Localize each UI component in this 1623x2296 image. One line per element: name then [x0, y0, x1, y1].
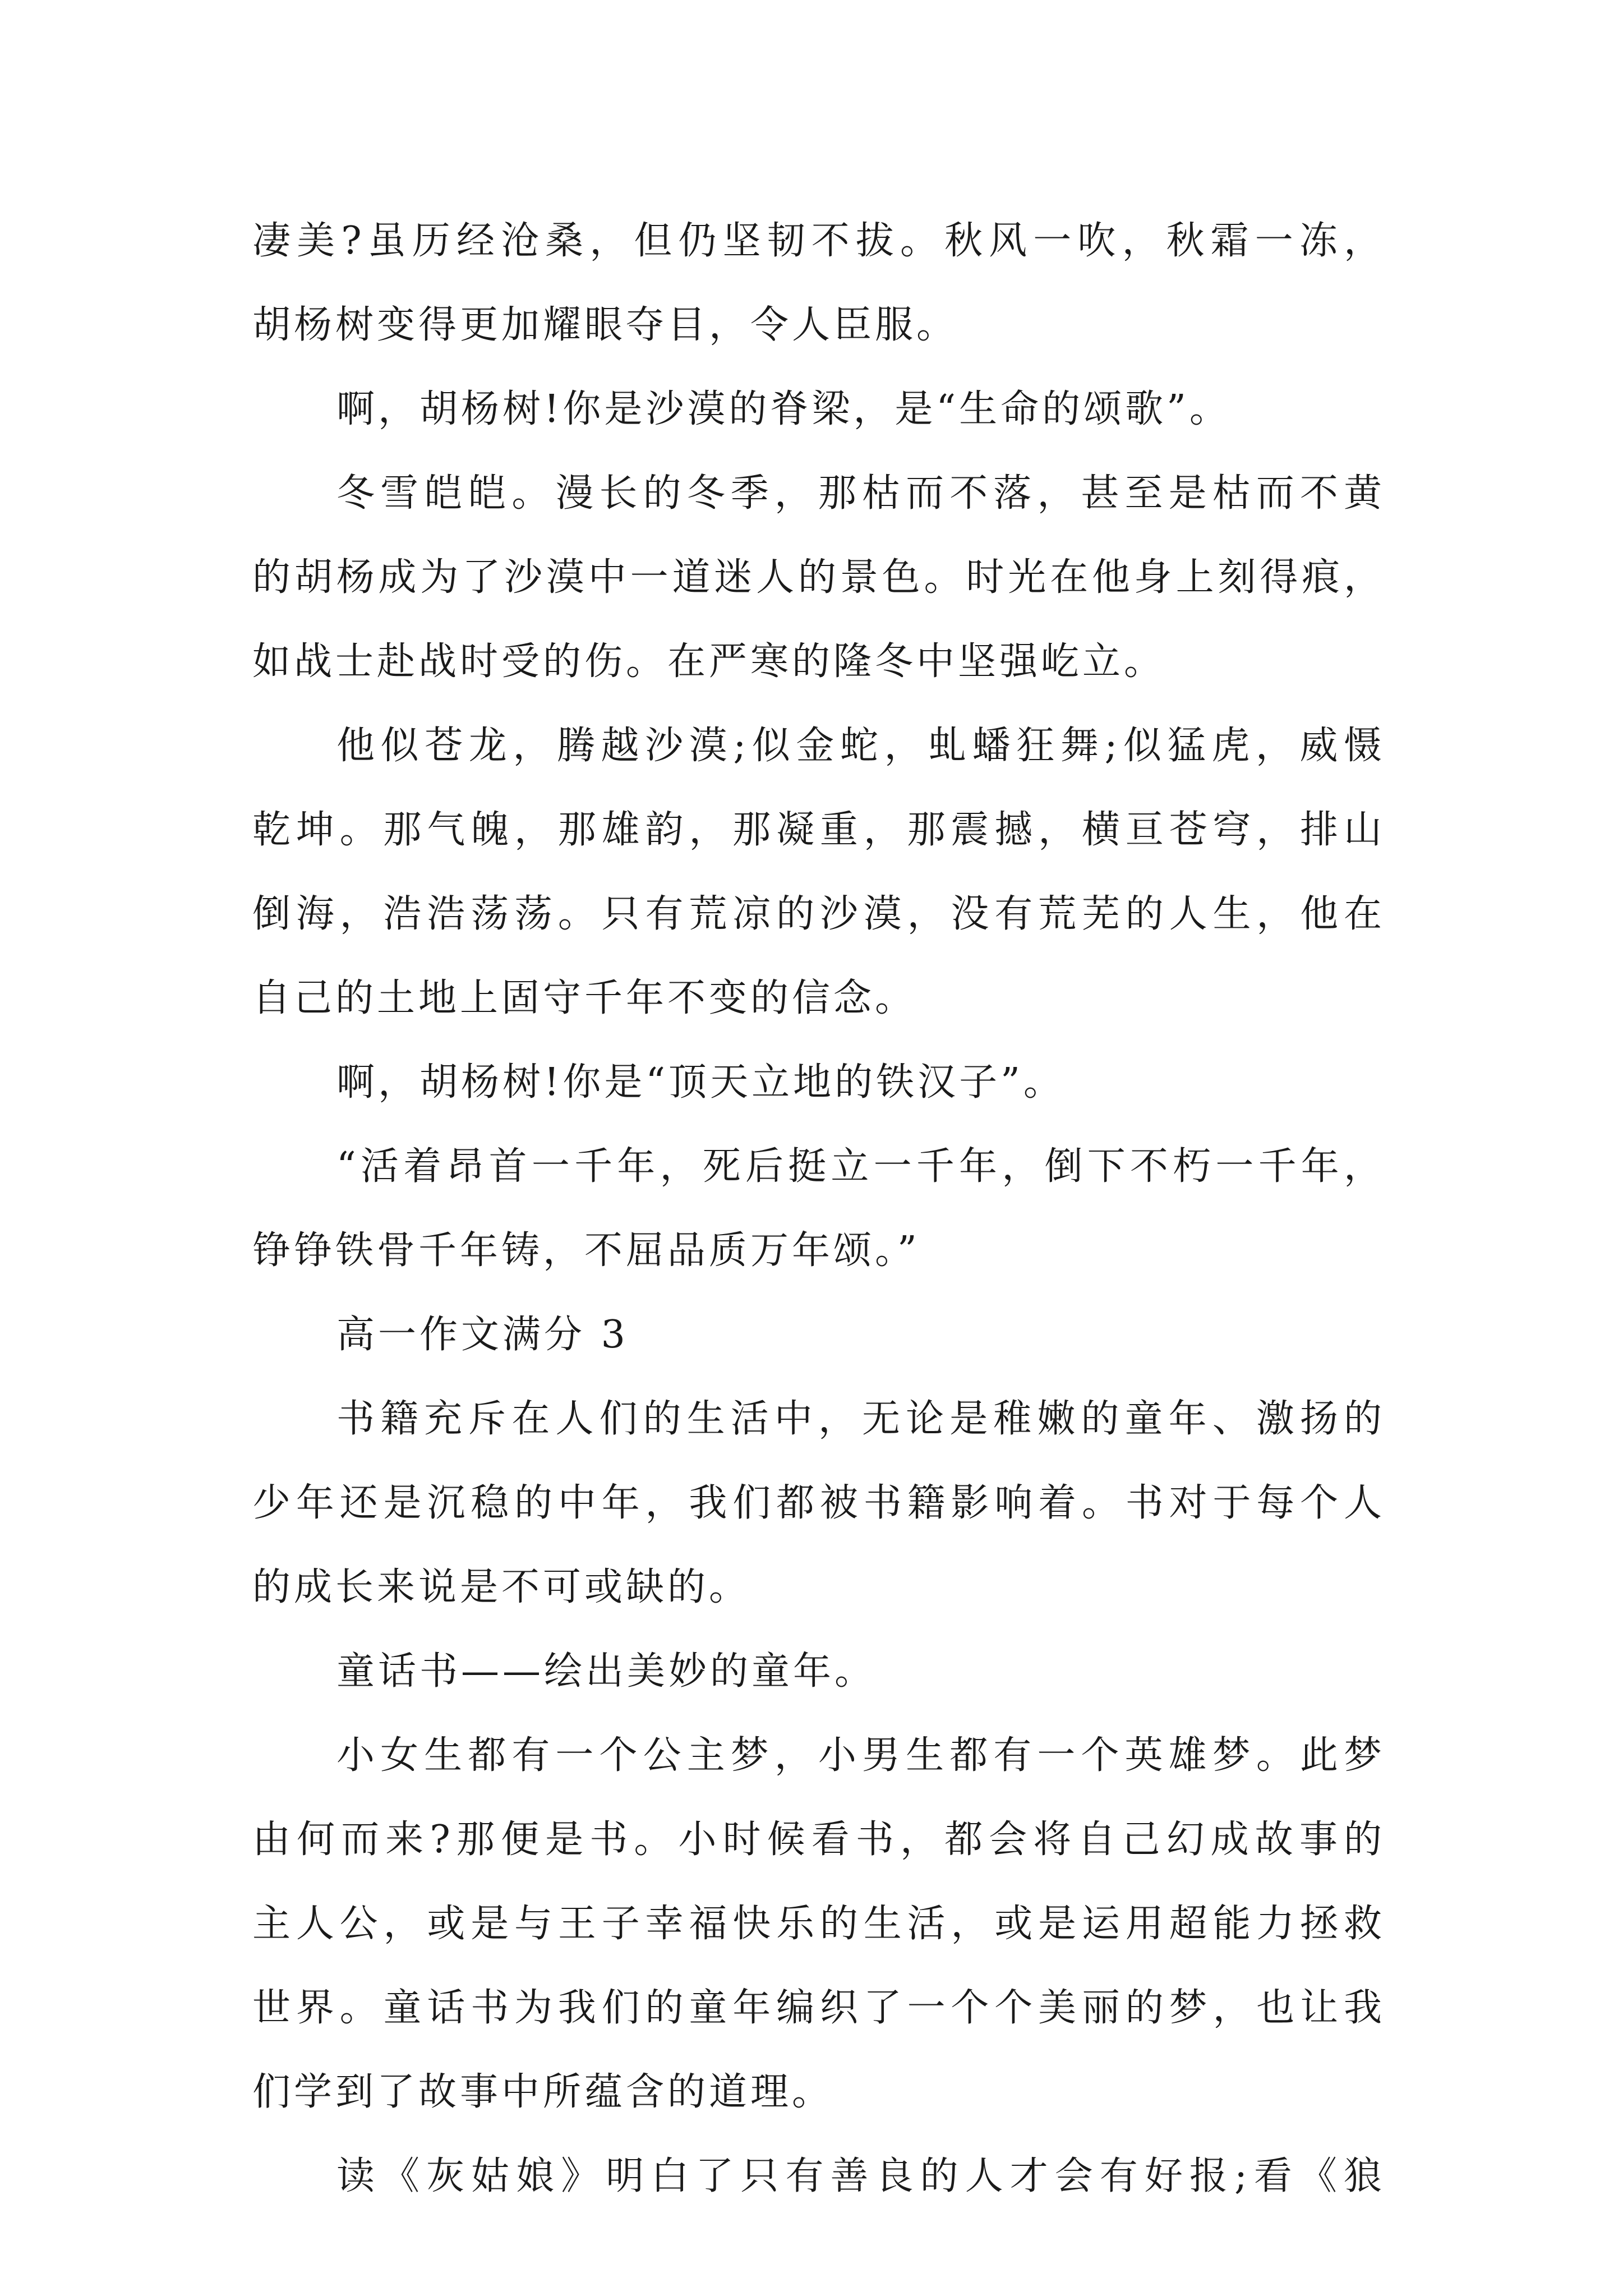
text-line: 少年还是沉稳的中年，我们都被书籍影响着。书对于每个人 [252, 1481, 1385, 1525]
text-line: “活着昂首一千年，死后挺立一千年，倒下不朽一千年， [336, 1144, 1385, 1189]
text-line: 乾坤。那气魄，那雄韵，那凝重，那震撼，横亘苍穹，排山 [252, 808, 1385, 852]
text-line: 冬雪皑皑。漫长的冬季，那枯而不落，甚至是枯而不黄 [336, 471, 1385, 516]
text-line: 小女生都有一个公主梦，小男生都有一个英雄梦。此梦 [336, 1733, 1385, 1778]
text-line: 读《灰姑娘》明白了只有善良的人才会有好报;看《狼 [336, 2154, 1385, 2198]
text-line: 啊，胡杨树!你是“顶天立地的铁汉子”。 [336, 1060, 1065, 1105]
text-line: 他似苍龙，腾越沙漠;似金蛇，虬蟠狂舞;似猛虎，威慑 [336, 724, 1385, 768]
text-line: 由何而来?那便是书。小时候看书，都会将自己幻成故事的 [252, 1818, 1385, 1862]
text-line: 倒海，浩浩荡荡。只有荒凉的沙漠，没有荒芜的人生，他在 [252, 892, 1385, 936]
text-line: 的胡杨成为了沙漠中一道迷人的景色。时光在他身上刻得痕， [252, 555, 1385, 600]
text-line: 书籍充斥在人们的生活中，无论是稚嫩的童年、激扬的 [336, 1397, 1385, 1441]
text-line: 童话书——绘出美妙的童年。 [336, 1649, 877, 1694]
text-line: 凄美?虽历经沧桑，但仍坚韧不拔。秋风一吹，秋霜一冻， [252, 219, 1385, 263]
text-line: 们学到了故事中所蕴含的道理。 [252, 2070, 834, 2114]
text-line: 自己的土地上固守千年不变的信念。 [252, 976, 917, 1020]
text-line: 铮铮铁骨千年铸，不屈品质万年颂。” [252, 1228, 920, 1273]
text-line: 如战士赴战时受的伤。在严寒的隆冬中坚强屹立。 [252, 639, 1166, 684]
text-line: 主人公，或是与王子幸福快乐的生活，或是运用超能力拯救 [252, 1902, 1385, 1946]
section-heading: 高一作文满分 3 [336, 1313, 629, 1357]
text-line: 啊，胡杨树!你是沙漠的脊梁，是“生命的颂歌”。 [336, 387, 1231, 431]
text-line: 世界。童话书为我们的童年编织了一个个美丽的梦，也让我 [252, 1986, 1385, 2030]
text-line: 胡杨树变得更加耀眼夺目，令人臣服。 [252, 303, 958, 347]
text-line: 的成长来说是不可或缺的。 [252, 1565, 751, 1609]
